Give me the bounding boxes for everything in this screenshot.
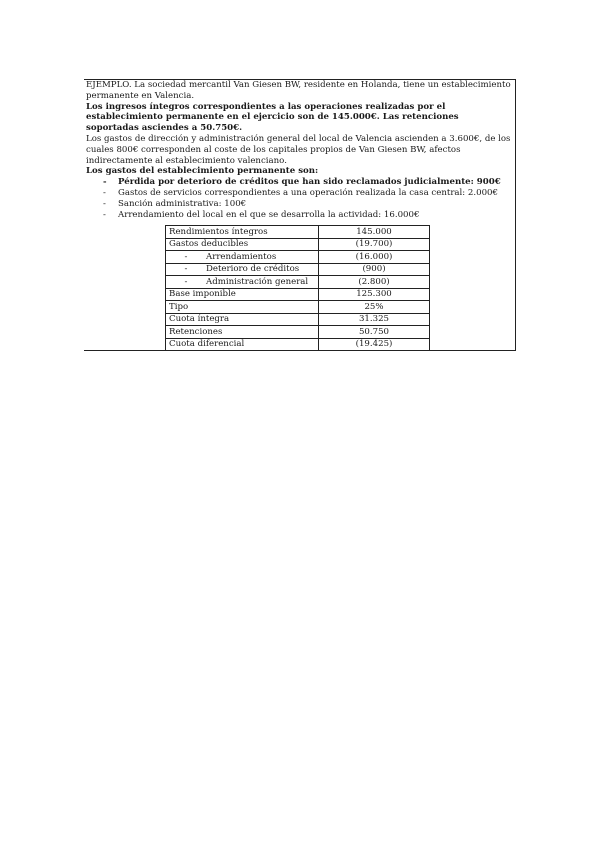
table-cell-value: (2.800) xyxy=(319,276,430,289)
example-text xyxy=(86,80,514,220)
intro-label: EJEMPLO. xyxy=(86,80,132,90)
table-cell-value: 145.000 xyxy=(319,226,430,239)
table-cell-value: (900) xyxy=(319,263,430,276)
table-cell-value: 50.750 xyxy=(319,326,430,339)
list-item xyxy=(86,177,514,188)
table-cell-label: Gastos deducibles xyxy=(166,238,319,251)
dash-bullet-icon: - xyxy=(103,177,107,188)
table-cell-label xyxy=(166,263,319,276)
tax-calculation-table xyxy=(165,225,430,351)
table-row xyxy=(166,326,430,339)
table-row xyxy=(166,301,430,314)
management-paragraph: Los gastos de dirección y administración general del local de Valencia ascienden a 3.600€, de los cuales 800€ corresponden al coste de los capitales propios de Van Giesen BW, afectos indirectamente al establecimiento valenciano. xyxy=(86,133,511,166)
table-cell-value: (19.700) xyxy=(319,238,430,251)
table-cell-value: (19.425) xyxy=(319,338,430,351)
table-row xyxy=(166,288,430,301)
list-item xyxy=(86,199,514,210)
table-cell-label: Base imponible xyxy=(166,288,319,301)
income-paragraph: Los ingresos íntegros correspondientes a las operaciones realizadas por el establecimiento permanente en el ejercicio son de 145.000€. Las retenciones soportadas asciendes a 50.750€. xyxy=(86,101,459,134)
table-row xyxy=(166,276,430,289)
sub-item-label: Deterioro de créditos xyxy=(206,264,300,275)
table-cell-label: Cuota íntegra xyxy=(166,313,319,326)
list-item xyxy=(86,188,514,199)
table-row xyxy=(166,338,430,351)
table-cell-value: 31.325 xyxy=(319,313,430,326)
table-cell-label xyxy=(166,276,319,289)
dash-bullet-icon: - xyxy=(184,251,188,262)
table-cell-label xyxy=(166,251,319,264)
table-cell-label: Rendimientos íntegros xyxy=(166,226,319,239)
table-row xyxy=(166,251,430,264)
dash-bullet-icon: - xyxy=(103,209,106,220)
table-row xyxy=(166,313,430,326)
list-item xyxy=(86,210,514,221)
list-item-text: Pérdida por deterioro de créditos que han sido reclamados judicialmente: 900€ xyxy=(118,177,501,188)
table-cell-label: Tipo xyxy=(166,301,319,314)
list-item-text: Arrendamiento del local en el que se desarrolla la actividad: 16.000€ xyxy=(118,209,420,220)
table-cell-value: (16.000) xyxy=(319,251,430,264)
sub-item-label: Arrendamientos xyxy=(206,251,277,262)
list-item-text: Sanción administrativa: 100€ xyxy=(118,198,247,209)
sub-item-label: Administración general xyxy=(206,276,309,287)
dash-bullet-icon: - xyxy=(103,187,106,198)
list-item-text: Gastos de servicios correspondientes a una operación realizada la casa central: 2.000€ xyxy=(118,187,498,198)
table-cell-value: 125.300 xyxy=(319,288,430,301)
expenses-heading: Los gastos del establecimiento permanente son: xyxy=(86,166,319,177)
table-cell-label: Retenciones xyxy=(166,326,319,339)
table-row xyxy=(166,263,430,276)
expenses-list xyxy=(86,177,514,220)
intro-text: La sociedad mercantil Van Giesen BW, residente en Holanda, tiene un establecimiento permanente en Valencia. xyxy=(86,80,511,101)
dash-bullet-icon: - xyxy=(103,198,106,209)
dash-bullet-icon: - xyxy=(184,276,188,287)
table-row xyxy=(166,226,430,239)
table-cell-value: 25% xyxy=(319,301,430,314)
table-row xyxy=(166,238,430,251)
dash-bullet-icon: - xyxy=(184,264,188,275)
intro-paragraph xyxy=(86,80,514,102)
table-cell-label: Cuota diferencial xyxy=(166,338,319,351)
